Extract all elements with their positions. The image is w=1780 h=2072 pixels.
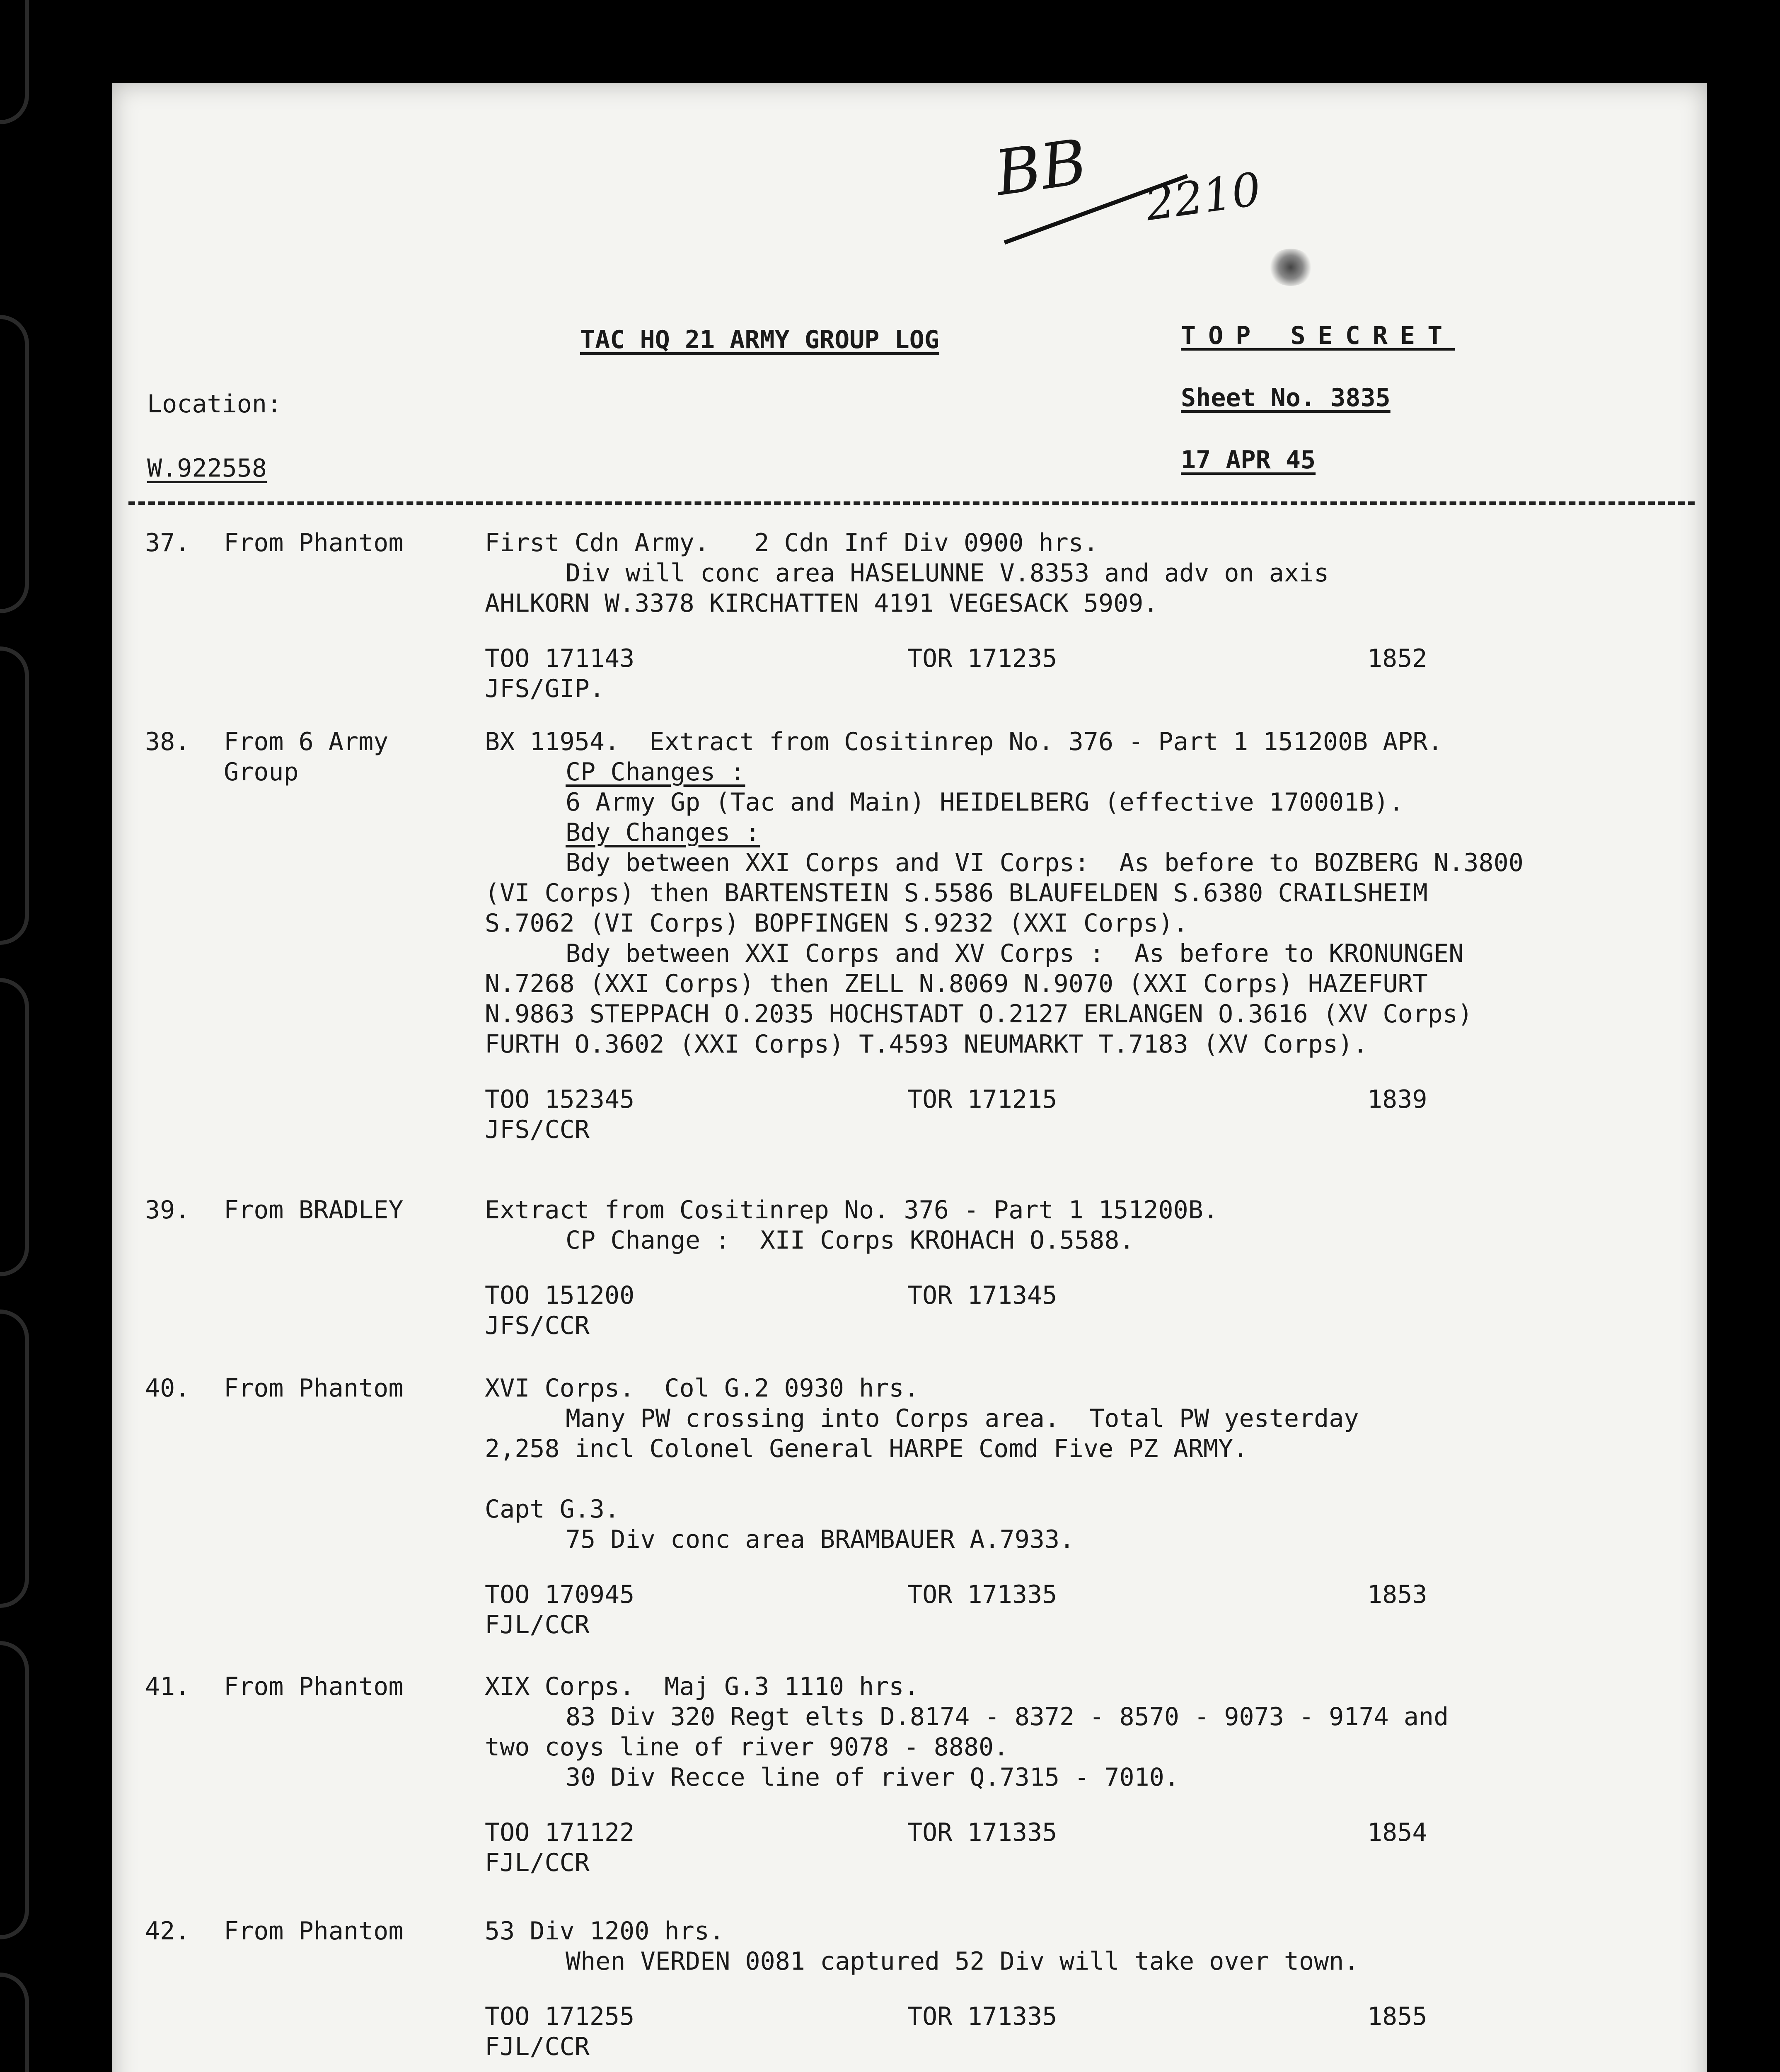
entry-text-line: 75 Div conc area BRAMBAUER A.7933. bbox=[566, 1525, 1075, 1554]
entry-text-line: When VERDEN 0081 captured 52 Div will take over town. bbox=[566, 1947, 1359, 1976]
entry-source: From 6 Army bbox=[224, 727, 389, 756]
entry-source: From Phantom bbox=[224, 1672, 404, 1701]
handwritten-note-top bbox=[990, 102, 1265, 231]
handwritten-number: 2210 bbox=[1142, 162, 1265, 231]
entry-source: Group bbox=[224, 758, 299, 787]
header-divider bbox=[128, 501, 1695, 505]
entry-text-line: Extract from Cositinrep No. 376 - Part 1 151200B. bbox=[485, 1196, 1219, 1225]
location-label: Location: bbox=[147, 390, 282, 419]
film-perforation bbox=[0, 1973, 29, 2072]
entry-text-line: S.7062 (VI Corps) BOPFINGEN S.9232 (XXI Corps). bbox=[485, 909, 1188, 938]
film-perforation bbox=[0, 315, 29, 613]
entry-number: 40. bbox=[145, 1374, 190, 1403]
entry-time-of-receipt: TOR 171335 bbox=[907, 1818, 1057, 1847]
entry-time-of-receipt: TOR 171215 bbox=[907, 1085, 1057, 1114]
entry-number: 38. bbox=[145, 727, 190, 756]
entry-text-line: XIX Corps. Maj G.3 1110 hrs. bbox=[485, 1672, 919, 1701]
entry-initials: JFS/CCR bbox=[485, 1115, 590, 1144]
handwritten-initials: BB bbox=[990, 126, 1091, 210]
entry-serial: 1854 bbox=[1367, 1818, 1427, 1847]
entry-time-of-origin: TOO 152345 bbox=[485, 1085, 635, 1114]
entry-text-line: 53 Div 1200 hrs. bbox=[485, 1917, 724, 1946]
entry-source: From BRADLEY bbox=[224, 1196, 404, 1225]
entry-text-line: AHLKORN W.3378 KIRCHATTEN 4191 VEGESACK 5909. bbox=[485, 589, 1158, 618]
entry-text-line: 2,258 incl Colonel General HARPE Comd Five PZ ARMY. bbox=[485, 1434, 1248, 1463]
entry-text-line: CP Change : XII Corps KROHACH O.5588. bbox=[566, 1226, 1134, 1255]
entry-time-of-receipt: TOR 171335 bbox=[907, 1580, 1057, 1609]
entry-initials: JFS/GIP. bbox=[485, 674, 605, 703]
entry-initials: FJL/CCR bbox=[485, 1848, 590, 1877]
log-title: TAC HQ 21 ARMY GROUP LOG bbox=[580, 325, 939, 354]
entry-text-line: CP Changes : bbox=[566, 758, 745, 787]
entry-initials: JFS/CCR bbox=[485, 1311, 590, 1340]
entry-text-line: 6 Army Gp (Tac and Main) HEIDELBERG (effective 170001B). bbox=[566, 788, 1404, 817]
entry-text-line: BX 11954. Extract from Cositinrep No. 376 - Part 1 151200B APR. bbox=[485, 727, 1443, 756]
entry-text-line: two coys line of river 9078 - 8880. bbox=[485, 1733, 1009, 1762]
sheet-number: Sheet No. 3835 bbox=[1181, 383, 1391, 412]
entry-serial: 1839 bbox=[1367, 1085, 1427, 1114]
entry-text-line: Div will conc area HASELUNNE V.8353 and adv on axis bbox=[566, 559, 1329, 588]
entry-number: 42. bbox=[145, 1917, 190, 1946]
entry-serial: 1853 bbox=[1367, 1580, 1427, 1609]
entry-time-of-receipt: TOR 171235 bbox=[907, 644, 1057, 673]
entry-source: From Phantom bbox=[224, 1917, 404, 1946]
log-date: 17 APR 45 bbox=[1181, 445, 1316, 474]
entry-time-of-origin: TOO 171143 bbox=[485, 644, 635, 673]
entry-initials: FJL/CCR bbox=[485, 2032, 590, 2061]
film-perforation bbox=[0, 1310, 29, 1608]
entry-text-line: XVI Corps. Col G.2 0930 hrs. bbox=[485, 1374, 919, 1403]
entry-source: From Phantom bbox=[224, 528, 404, 557]
entry-text-line: Bdy Changes : bbox=[566, 818, 760, 847]
entry-text-line: (VI Corps) then BARTENSTEIN S.5586 BLAUFELDEN S.6380 CRAILSHEIM bbox=[485, 879, 1428, 908]
entry-serial: 1855 bbox=[1367, 2002, 1427, 2031]
film-perforation bbox=[0, 1641, 29, 1939]
entry-text-line: First Cdn Army. 2 Cdn Inf Div 0900 hrs. bbox=[485, 528, 1099, 557]
entry-time-of-origin: TOO 171255 bbox=[485, 2002, 635, 2031]
entry-text-line: Bdy between XXI Corps and VI Corps: As before to BOZBERG N.3800 bbox=[566, 848, 1524, 877]
entry-time-of-receipt: TOR 171345 bbox=[907, 1281, 1057, 1310]
entry-time-of-origin: TOO 151200 bbox=[485, 1281, 635, 1310]
entry-number: 39. bbox=[145, 1196, 190, 1225]
entry-time-of-origin: TOO 170945 bbox=[485, 1580, 635, 1609]
film-perforation bbox=[0, 0, 29, 124]
location-value: W.922558 bbox=[147, 454, 267, 483]
entry-text-line: Many PW crossing into Corps area. Total PW yesterday bbox=[566, 1404, 1359, 1433]
classification-marking: TOP SECRET bbox=[1181, 321, 1455, 350]
entry-number: 37. bbox=[145, 528, 190, 557]
entry-text-line: 83 Div 320 Regt elts D.8174 - 8372 - 8570 - 9073 - 9174 and bbox=[566, 1702, 1449, 1731]
entry-text-line: Capt G.3. bbox=[485, 1495, 620, 1524]
entry-text-line: 30 Div Recce line of river Q.7315 - 7010. bbox=[566, 1763, 1180, 1792]
entry-text-line: N.9863 STEPPACH O.2035 HOCHSTADT O.2127 ERLANGEN O.3616 (XV Corps) bbox=[485, 1000, 1473, 1029]
entry-source: From Phantom bbox=[224, 1374, 404, 1403]
film-perforation bbox=[0, 646, 29, 945]
film-perforation bbox=[0, 978, 29, 1276]
entry-serial: 1852 bbox=[1367, 644, 1427, 673]
entry-initials: FJL/CCR bbox=[485, 1610, 590, 1639]
log-sheet bbox=[112, 83, 1707, 2072]
entry-time-of-origin: TOO 171122 bbox=[485, 1818, 635, 1847]
ink-blot bbox=[1268, 249, 1313, 286]
entry-text-line: FURTH O.3602 (XXI Corps) T.4593 NEUMARKT T.7183 (XV Corps). bbox=[485, 1030, 1368, 1059]
entry-time-of-receipt: TOR 171335 bbox=[907, 2002, 1057, 2031]
entry-number: 41. bbox=[145, 1672, 190, 1701]
entry-text-line: Bdy between XXI Corps and XV Corps : As before to KRONUNGEN bbox=[566, 939, 1464, 968]
entry-text-line: N.7268 (XXI Corps) then ZELL N.8069 N.9070 (XXI Corps) HAZEFURT bbox=[485, 969, 1428, 998]
